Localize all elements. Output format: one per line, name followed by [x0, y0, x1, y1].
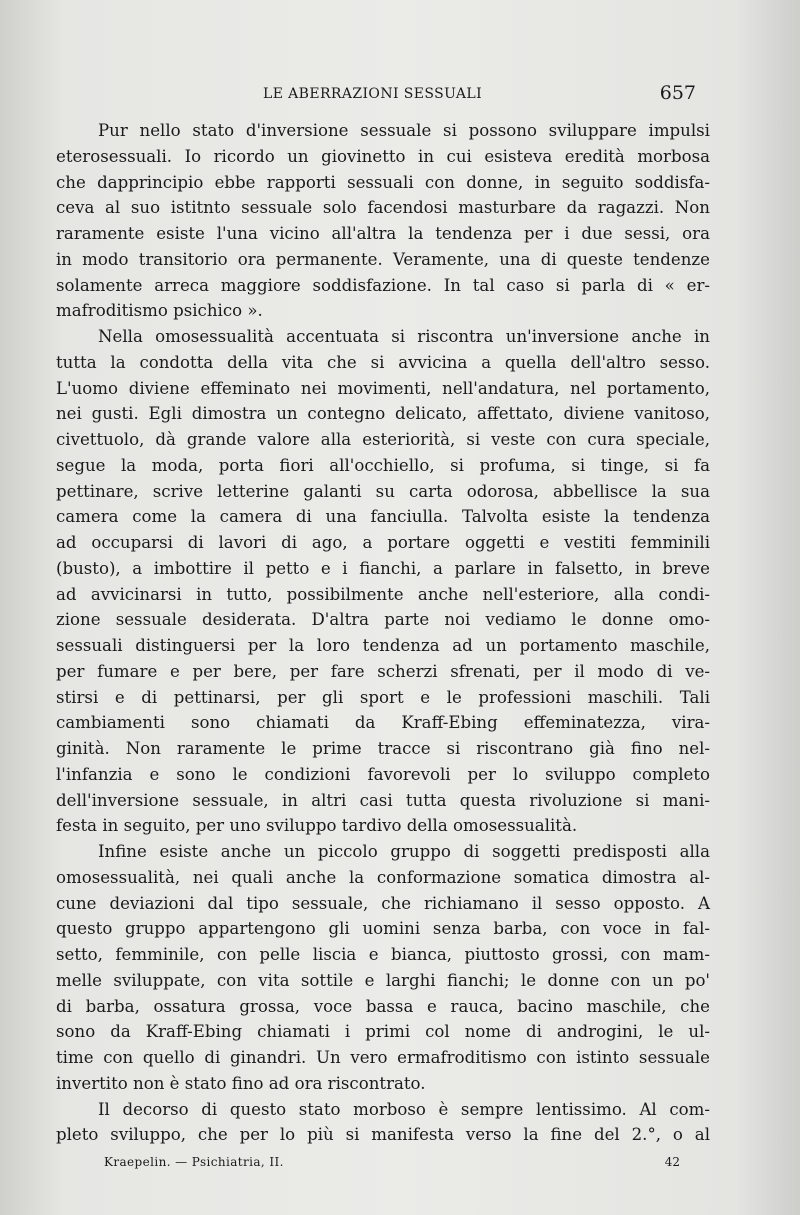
text-line: stirsi e di pettinarsi, per gli sport e le professioni maschili. Tali [56, 687, 710, 707]
text-line: omosessualità, nei quali anche la conformazione somatica dimostra al- [56, 867, 710, 887]
text-line: tutta la condotta della vita che si avvicina a quella dell'altro sesso. [56, 352, 710, 372]
text-line: Nella omosessualità accentuata si riscontra un'inversione anche in [98, 327, 710, 346]
text-line: solamente arreca maggiore soddisfazione. In tal caso si parla di « er- [56, 275, 710, 295]
text-line: setto, femminile, con pelle liscia e bianca, piuttosto grossi, con mam- [56, 945, 710, 964]
page-header [60, 82, 700, 110]
text-line: che dapprincipio ebbe rapporti sessuali con donne, in seguito soddisfa- [56, 172, 710, 192]
text-line: ad avvicinarsi in tutto, possibilmente anche nell'esteriore, alla condi- [56, 584, 710, 604]
text-line: ginità. Non raramente le prime tracce si riscontrano già fino nel- [56, 739, 710, 758]
text-line: sono da Kraff-Ebing chiamati i primi col nome di androgini, le ul- [56, 1022, 710, 1042]
text-line: Il decorso di questo stato morboso è sempre lentissimo. Al com- [98, 1099, 710, 1119]
text-line: pettinare, scrive letterine galanti su carta odorosa, abbellisce la sua [56, 481, 710, 501]
text-line: invertito non è stato fino ad ora riscontrato. [56, 1073, 426, 1093]
text-line: eterosessuali. Io ricordo un giovinetto in cui esisteva eredità morbosa [56, 146, 710, 166]
text-line: melle sviluppate, con vita sottile e larghi fianchi; le donne con un po' [56, 970, 710, 990]
running-title: LE ABERRAZIONI SESSUALI [263, 86, 482, 102]
text-line: di barba, ossatura grossa, voce bassa e rauca, bacino maschile, che [56, 996, 710, 1016]
text-line: ad occuparsi di lavori di ago, a portare oggetti e vestiti femminili [56, 533, 710, 552]
text-line: sessuali distinguersi per la loro tendenza ad un portamento maschile, [56, 636, 710, 655]
text-line: time con quello di ginandri. Un vero ermafroditismo con istinto sessuale [56, 1048, 710, 1067]
text-line: zione sessuale desiderata. D'altra parte noi vediamo le donne omo- [56, 610, 710, 630]
text-line: camera come la camera di una fanciulla. Talvolta esiste la tendenza [56, 507, 710, 527]
text-line: ceva al suo istitnto sessuale solo facendosi masturbare da ragazzi. Non [56, 198, 710, 218]
text-line: in modo transitorio ora permanente. Veramente, una di queste tendenze [56, 249, 710, 269]
text-line: civettuolo, dà grande valore alla esteriorità, si veste con cura speciale, [56, 430, 710, 449]
text-line: mafroditismo psichico ». [56, 301, 263, 321]
text-line: cambiamenti sono chiamati da Kraff-Ebing effeminatezza, vira- [56, 713, 710, 733]
text-line: nei gusti. Egli dimostra un contegno delicato, affettato, diviene vanitoso, [56, 404, 710, 424]
text-line: dell'inversione sessuale, in altri casi tutta questa rivoluzione si mani- [56, 790, 710, 810]
text-line: L'uomo diviene effeminato nei movimenti, nell'andatura, nel portamento, [56, 378, 710, 398]
text-line: raramente esiste l'una vicino all'altra la tendenza per i due sessi, ora [56, 224, 710, 243]
text-line: (busto), a imbottire il petto e i fianchi, a parlare in falsetto, in breve [56, 558, 710, 578]
page-footer [104, 1155, 680, 1175]
body-text [56, 118, 710, 1148]
page-number: 657 [659, 82, 696, 104]
text-line: festa in seguito, per uno sviluppo tardivo della omosessualità. [56, 816, 578, 836]
text-line: questo gruppo appartengono gli uomini senza barba, con voce in fal- [56, 919, 710, 939]
text-line: Infine esiste anche un piccolo gruppo di soggetti predisposti alla [98, 842, 710, 861]
signature-number: 42 [664, 1155, 680, 1169]
text-line: Pur nello stato d'inversione sessuale si possono sviluppare impulsi [98, 121, 710, 140]
text-line: pleto sviluppo, che per lo più si manifesta verso la fine del 2.°, o al [56, 1125, 710, 1145]
text-line: l'infanzia e sono le condizioni favorevoli per lo sviluppo completo [56, 764, 710, 784]
text-line: cune deviazioni dal tipo sessuale, che richiamano il sesso opposto. A [56, 893, 710, 913]
signature-line: Kraepelin. — Psichiatria, II. [104, 1155, 284, 1169]
text-line: per fumare e per bere, per fare scherzi sfrenati, per il modo di ve- [56, 661, 710, 681]
text-line: segue la moda, porta fiori all'occhiello, si profuma, si tinge, si fa [56, 455, 710, 475]
